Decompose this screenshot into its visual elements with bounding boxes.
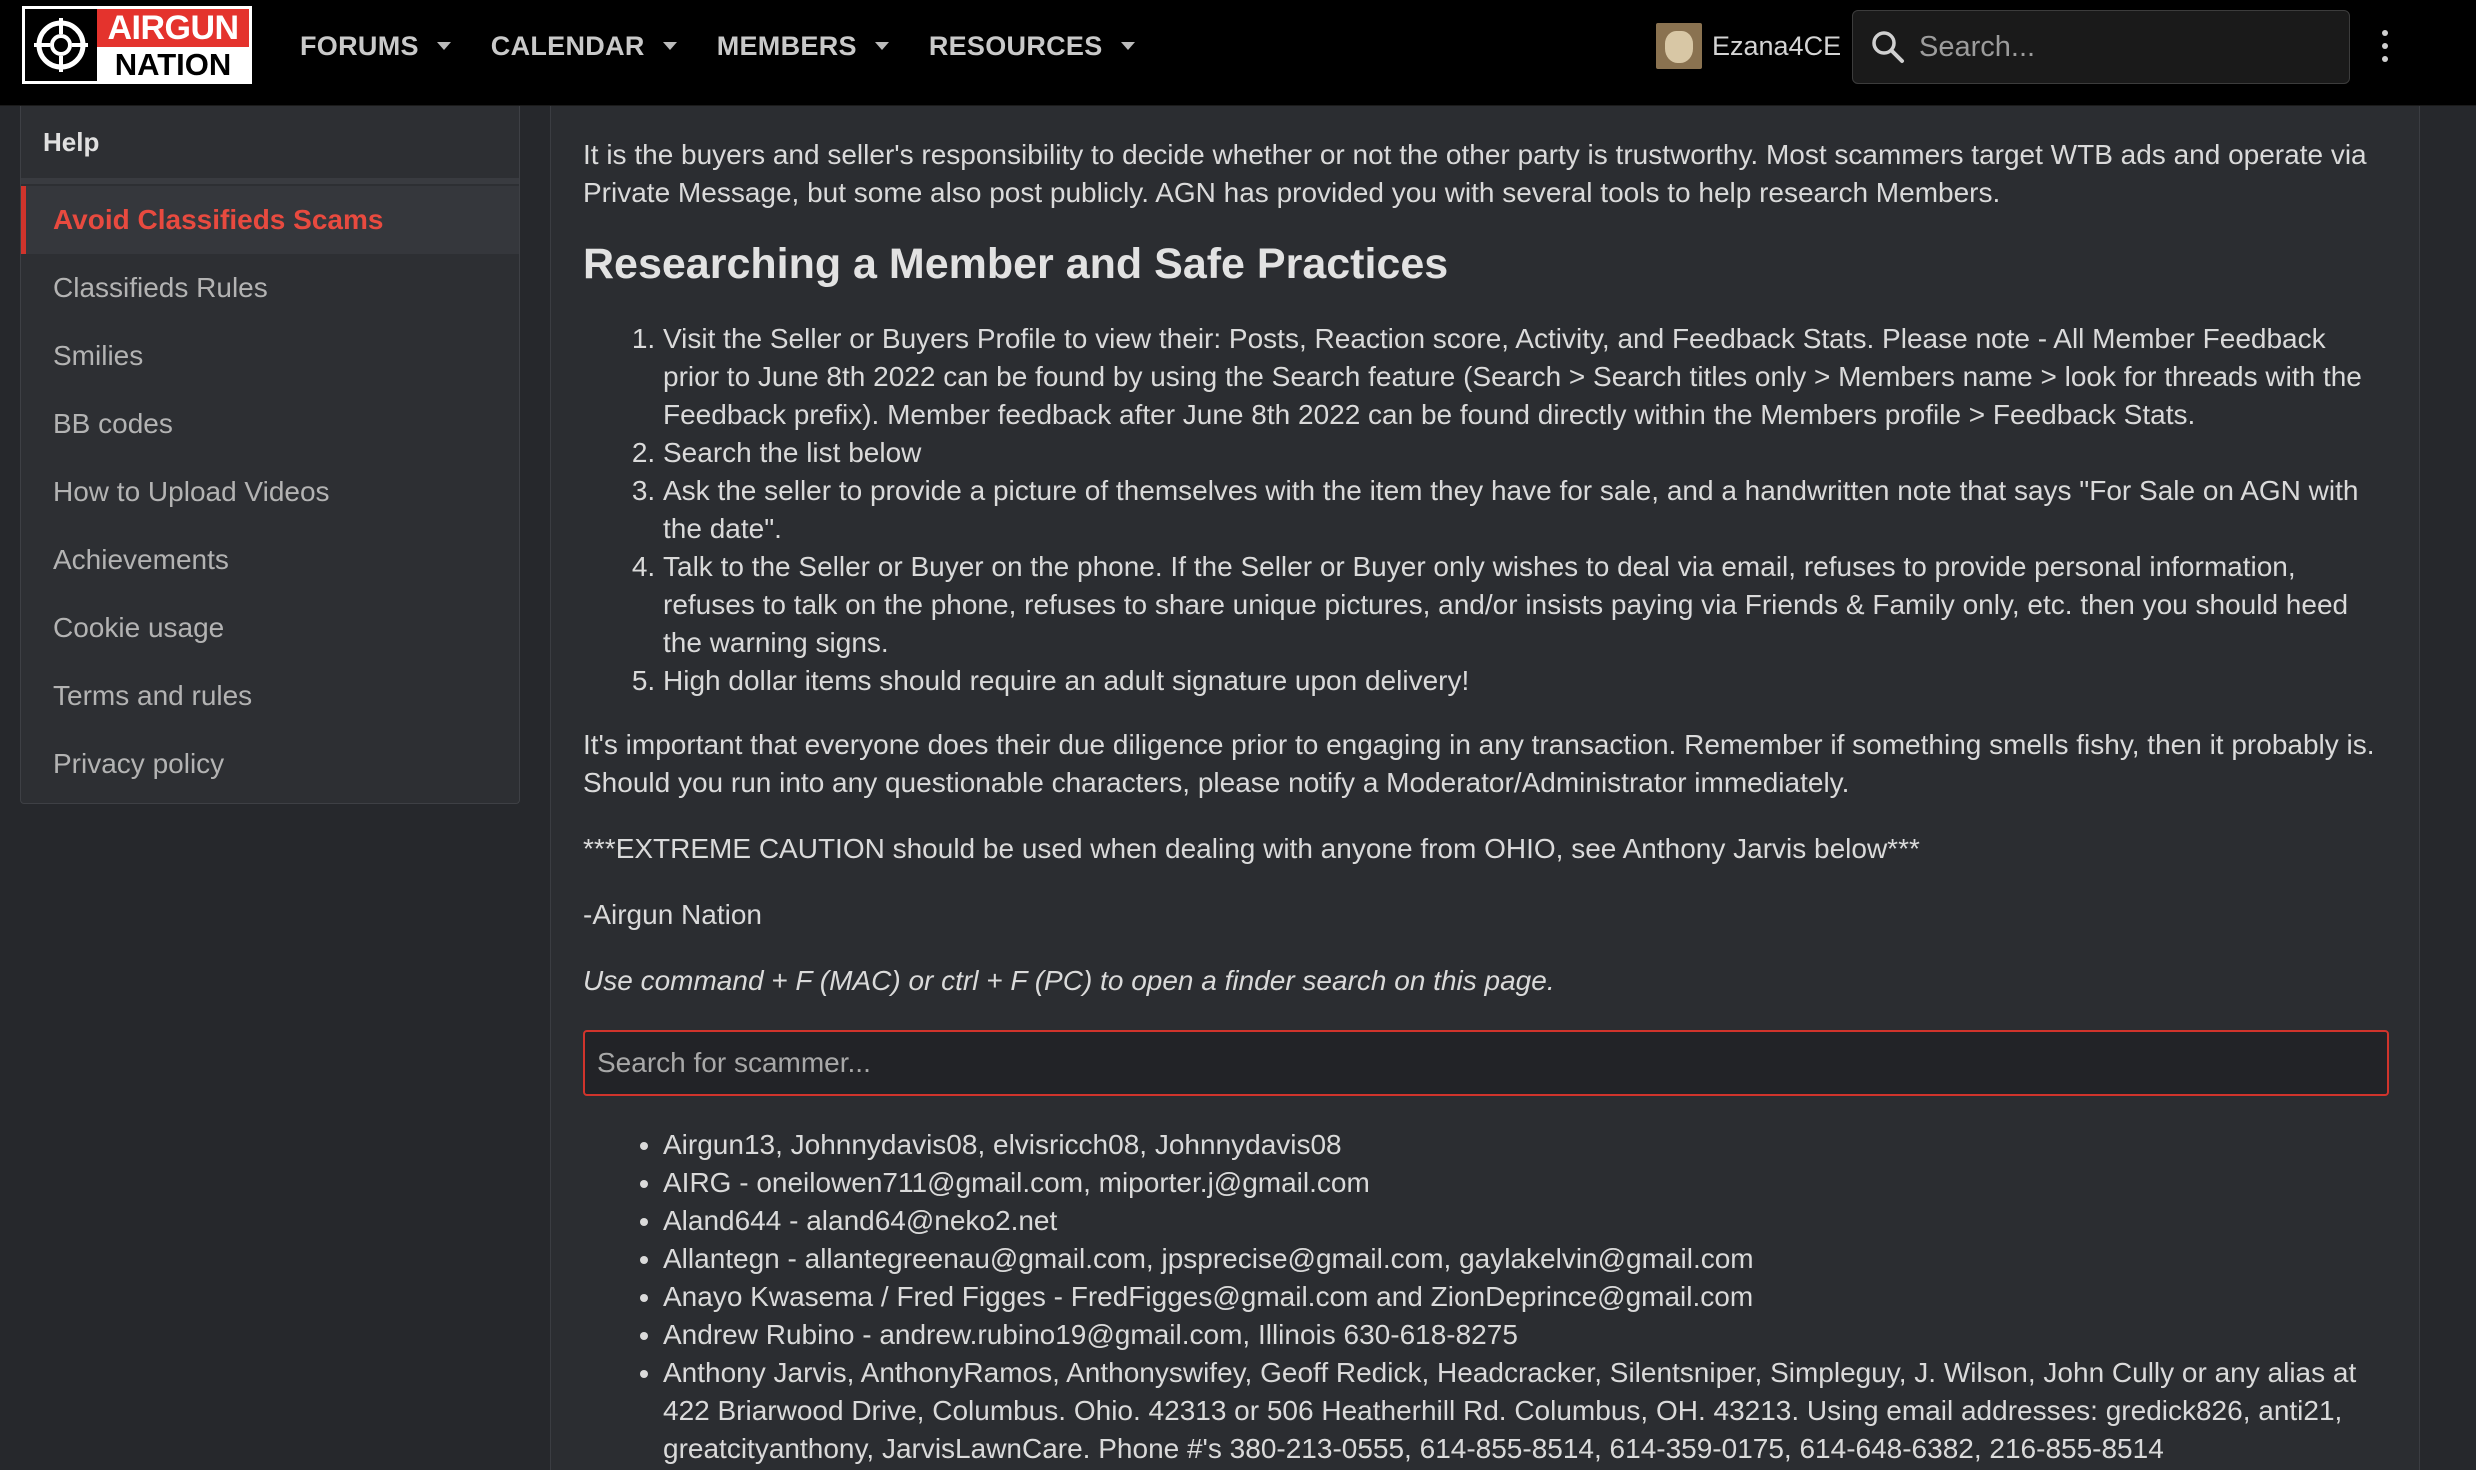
list-item: 5. High dollar items should require an adult signature upon delivery!	[663, 662, 2387, 700]
main-content	[550, 106, 2420, 1470]
top-navigation-bar	[0, 0, 2476, 106]
username[interactable]: Ezana4CE	[1712, 30, 1842, 61]
signoff-text: -Airgun Nation	[583, 899, 762, 930]
sidebar-item-privacy-policy[interactable]: Privacy policy	[53, 748, 225, 779]
nav-calendar[interactable]	[491, 31, 677, 62]
scammer-search-input[interactable]	[583, 1030, 2389, 1096]
site-logo[interactable]	[22, 6, 252, 84]
main-nav	[300, 0, 1175, 92]
site-search-input[interactable]	[1852, 10, 2350, 84]
list-item: 4. Talk to the Seller or Buyer on the phone. If the Seller or Buyer only wishes to deal via email, refuses to provide personal information, refuses to talk on the phone, refuses to share unique pictures, and/or insists paying via Friends & Family only, etc. then you should heed the warning signs.	[663, 548, 2387, 662]
sidebar-item-avoid-classifieds-scams[interactable]: Avoid Classifieds Scams	[21, 186, 519, 254]
logo-text-nation: NATION	[97, 47, 249, 81]
chevron-down-icon[interactable]	[875, 42, 889, 50]
nav-forums-label: FORUMS	[300, 30, 419, 61]
nav-resources-label: RESOURCES	[928, 30, 1103, 61]
diligence-paragraph: It's important that everyone does their due diligence prior to engaging in any transaction. Remember if something smells fishy, then it probably is. Should you run into any questionable characters, please notify a Moderator/Administrator immediately.	[583, 729, 2375, 798]
list-item: • Anayo Kwasema / Fred Figges - FredFigges@gmail.com and ZionDeprince@gmail.com	[663, 1278, 2387, 1316]
sidebar-title: Help	[21, 106, 519, 184]
sidebar-item-achievements[interactable]: Achievements	[53, 544, 229, 575]
avatar[interactable]	[1656, 23, 1702, 69]
list-item: 2. Search the list below	[663, 434, 2387, 472]
list-item: • Allantegn - allantegreenau@gmail.com, jpsprecise@gmail.com, gaylakelvin@gmail.com	[663, 1240, 2387, 1278]
safe-practices-list	[583, 320, 2387, 700]
search-icon	[1871, 30, 1905, 64]
sidebar-item-bb-codes[interactable]: BB codes	[53, 408, 173, 439]
list-item: • AIRG - oneilowen711@gmail.com, miporter.j@gmail.com	[663, 1164, 2387, 1202]
list-item: 3. Ask the seller to provide a picture of themselves with the item they have for sale, and a handwritten note that says "For Sale on AGN with the date".	[663, 472, 2387, 548]
list-item: 1. Visit the Seller or Buyers Profile to view their: Posts, Reaction score, Activity, and Feedback Stats. Please note - All Member Feedback prior to June 8th 2022 can be found by using the Search feature (Search > Search titles only > Members name > look for threads with the Feedback prefix). Member feedback after June 8th 2022 can be found directly within the Members profile > Feedback Stats.	[663, 320, 2387, 434]
user-account-link[interactable]	[1656, 22, 1841, 70]
list-item: • Anthony Jarvis, AnthonyRamos, Anthonyswifey, Geoff Redick, Headcracker, Silentsniper, Simpleguy, J. Wilson, John Cully or any alias at 422 Briarwood Drive, Columbus. Ohio. 42313 or 506 Heatherhill Rd. Columbus, OH. 43213. Using email addresses: gredick826, anti21, greatcityanthony, JarvisLawnCare. Phone #'s 380-213-0555, 614-855-8514, 614-359-0175, 614-648-6382, 216-855-8514	[663, 1354, 2387, 1468]
sidebar-item-smilies[interactable]: Smilies	[53, 340, 144, 371]
chevron-down-icon[interactable]	[663, 42, 677, 50]
sidebar-item-terms-and-rules[interactable]: Terms and rules	[53, 680, 253, 711]
site-search-placeholder: Search...	[1919, 30, 2036, 63]
nav-members[interactable]	[717, 31, 889, 62]
scammer-search-placeholder: Search for scammer...	[597, 1047, 871, 1078]
caution-paragraph: ***EXTREME CAUTION should be used when dealing with anyone from OHIO, see Anthony Jarvis below***	[583, 833, 1920, 864]
sidebar-item-cookie-usage[interactable]: Cookie usage	[53, 612, 225, 643]
nav-resources[interactable]	[929, 31, 1135, 62]
finder-tip: Use command + F (MAC) or ctrl + F (PC) to open a finder search on this page.	[583, 965, 1555, 996]
sidebar-item-upload-videos[interactable]: How to Upload Videos	[53, 476, 330, 507]
list-item: • Andrew Rubino - andrew.rubino19@gmail.com, Illinois 630-618-8275	[663, 1316, 2387, 1354]
help-sidebar	[20, 106, 520, 804]
sidebar-item-classifieds-rules[interactable]: Classifieds Rules	[53, 272, 268, 303]
logo-text-airgun: AIRGUN	[97, 9, 249, 47]
scammer-list	[583, 1126, 2387, 1468]
intro-paragraph: It is the buyers and seller's responsibility to decide whether or not the other party is trustworthy. Most scammers target WTB ads and operate via Private Message, but some also post publicly. AGN has provided you with several tools to help research Members.	[583, 139, 2367, 208]
section-heading: Researching a Member and Safe Practices	[583, 240, 1449, 288]
nav-members-label: MEMBERS	[716, 30, 857, 61]
crosshair-logo-icon	[25, 9, 97, 81]
more-options-icon[interactable]	[2378, 30, 2392, 62]
nav-forums[interactable]	[300, 31, 451, 62]
chevron-down-icon[interactable]	[437, 42, 451, 50]
nav-calendar-label: CALENDAR	[490, 30, 645, 61]
chevron-down-icon[interactable]	[1121, 42, 1135, 50]
list-item: • Airgun13, Johnnydavis08, elvisricch08, Johnnydavis08	[663, 1126, 2387, 1164]
list-item: • Aland644 - aland64@neko2.net	[663, 1202, 2387, 1240]
